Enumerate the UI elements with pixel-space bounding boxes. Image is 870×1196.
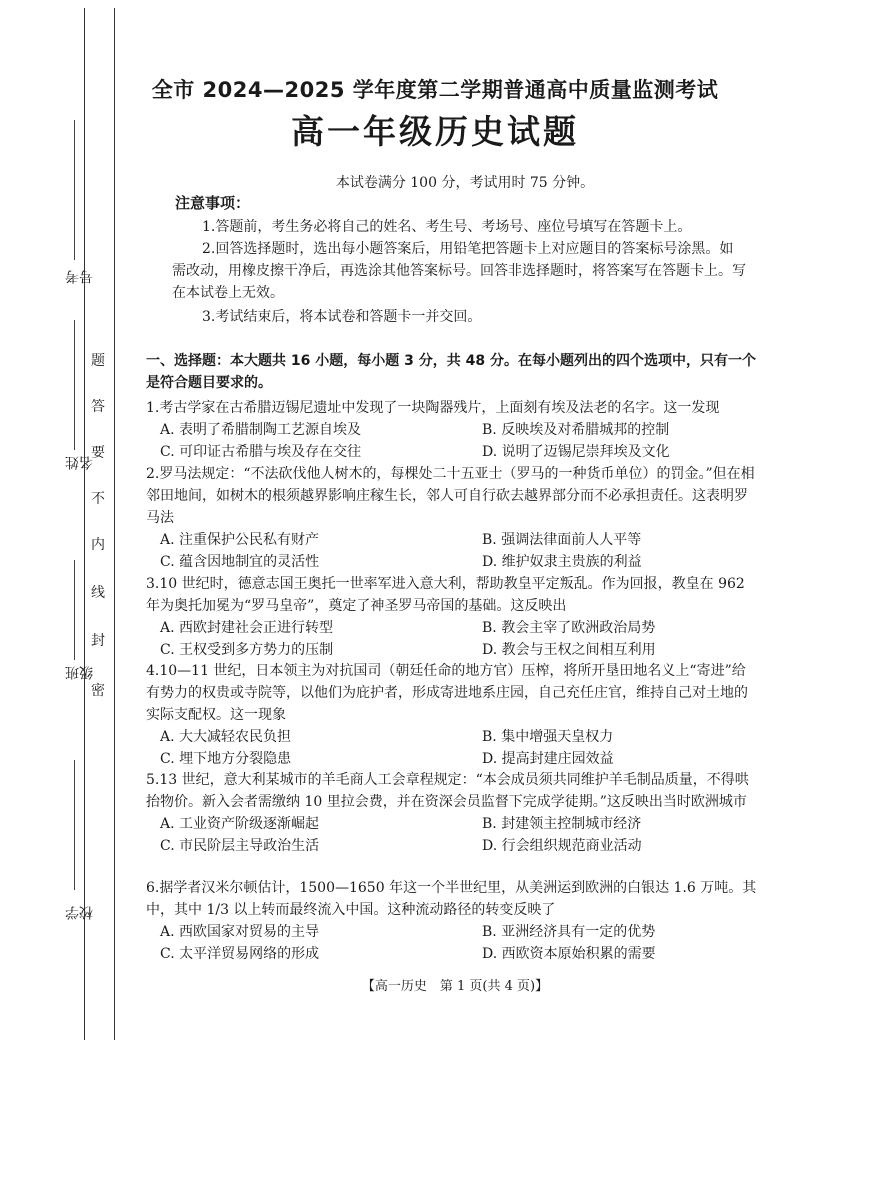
question-stem: 1.考古学家在古希腊迈锡尼遗址中发现了一块陶器残片，上面刻有埃及法老的名字。这一发现 [146,400,720,416]
option-a: A. 注重保护公民私有财产 [160,532,320,548]
option-d: D. 行会组织规范商业活动 [482,838,642,854]
exam-info: 本试卷满分 100 分，考试用时 75 分钟。 [335,175,595,191]
option-b: B. 教会主宰了欧洲政治局势 [482,620,656,636]
question-6 [146,877,758,965]
question-5 [146,769,758,857]
option-a: A. 大大减轻农民负担 [160,729,292,745]
note-item: 2.回答选择题时，选出每小题答案后，用铅笔把答题卡上对应题目的答案标号涂黑。如需改动，用橡皮擦干净后，再选涂其他答案标号。回答非选择题时，将答案写在答题卡上。写在本试卷上无效。 [172,241,746,301]
option-c: C. 王权受到多方势力的压制 [160,642,334,658]
option-a: A. 表明了希腊制陶工艺源自埃及 [160,422,362,438]
option-b: B. 亚洲经济具有一定的优势 [482,924,656,940]
school-label: 学校 [65,906,95,920]
notice-char: 线 [91,585,105,601]
exam-no-label: 考号 [65,270,95,284]
binding-line-inner [114,8,115,1040]
note-item: 1.答题前，考生务必将自己的姓名、考生号、考场号、座位号填写在答题卡上。 [202,219,692,235]
seal-line-notice [88,350,108,710]
option-b: B. 反映埃及对希腊城邦的控制 [482,422,670,438]
question-stem: 2.罗马法规定：“不法砍伐他人树木的，每棵处二十五亚士（罗马的一种货币单位）的罚金。”但在相邻田地间，如树木的根须越界影响庄稼生长，邻人可自行砍去越界部分而不必承担责任。这表明罗马法 [146,466,755,526]
option-c: C. 市民阶层主导政治生活 [160,838,320,854]
exam-title: 全市 2024—2025 学年度第二学期普通高中质量监测考试 [151,78,719,102]
question-stem: 6.据学者汉米尔顿估计，1500—1650 年这一个半世纪里，从美洲运到欧洲的白银达 1.6 万吨。其中，其中 1/3 以上转而最终流入中国。这种流动路径的转变反映了 [146,880,757,918]
option-b: B. 集中增强天皇权力 [482,729,614,745]
option-c: C. 埋下地方分裂隐患 [160,751,292,767]
notice-char: 密 [91,683,105,699]
option-c: C. 蕴含因地制宜的灵活性 [160,554,320,570]
option-c: C. 太平洋贸易网络的形成 [160,946,320,962]
note-item: 3.考试结束后，将本试卷和答题卡一并交回。 [202,309,482,325]
question-stem: 3.10 世纪时，德意志国王奥托一世率军进入意大利，帮助教皇平定叛乱。作为回报，教皇在 962 年为奥托加冕为“罗马皇帝”，奠定了神圣罗马帝国的基础。这反映出 [146,576,745,614]
option-a: A. 工业资产阶级逐渐崛起 [160,816,320,832]
option-d: D. 提高封建庄园效益 [482,751,614,767]
option-c: C. 可印证古希腊与埃及存在交往 [160,444,362,460]
option-b: B. 强调法律面前人人平等 [482,532,642,548]
paper-title: 高一年级历史试题 [291,112,579,151]
question-stem: 4.10—11 世纪，日本领主为对抗国司（朝廷任命的地方官）压榨，将所开垦田地名义上“寄进”给有势力的权贵或寺院等，以他们为庇护者，形成寄进地系庄园，自己充任庄官，维持自己对土地的实际支配权。这一现象 [146,663,748,723]
notice-char: 答 [91,399,105,415]
notice-char: 封 [91,633,105,649]
option-d: D. 维护奴隶主贵族的利益 [482,554,642,570]
binding-line-outer [84,8,85,1040]
question-2 [146,463,758,573]
option-b: B. 封建领主控制城市经济 [482,816,642,832]
notice-char: 题 [91,353,105,369]
option-d: D. 教会与王权之间相互利用 [482,642,656,658]
question-1 [146,397,758,463]
notice-char: 不 [91,491,105,507]
question-3 [146,573,758,661]
section-heading: 一、选择题：本大题共 16 小题，每小题 3 分，共 48 分。在每小题列出的四个选项中，只有一个是符合题目要求的。 [146,353,756,391]
question-stem: 5.13 世纪，意大利某城市的羊毛商人工会章程规定：“本会成员须共同维护羊毛制品质量，不得哄抬物价。新入会者需缴纳 10 里拉会费，并在资深会员监督下完成学徒期。”这反映出当时欧洲城市 [146,772,749,810]
option-d: D. 西欧资本原始积累的需要 [482,946,656,962]
question-4 [146,660,758,770]
option-d: D. 说明了迈锡尼崇拜埃及文化 [482,444,670,460]
class-label: 班级 [65,666,95,680]
notice-char: 要 [91,445,105,461]
name-label: 姓名 [65,456,95,470]
option-a: A. 西欧国家对贸易的主导 [160,924,320,940]
option-a: A. 西欧封建社会正进行转型 [160,620,334,636]
page-footer: 【高一历史 第 1 页(共 4 页)】 [361,979,549,994]
notes-title: 注意事项： [175,194,251,212]
notice-char: 内 [91,537,105,553]
